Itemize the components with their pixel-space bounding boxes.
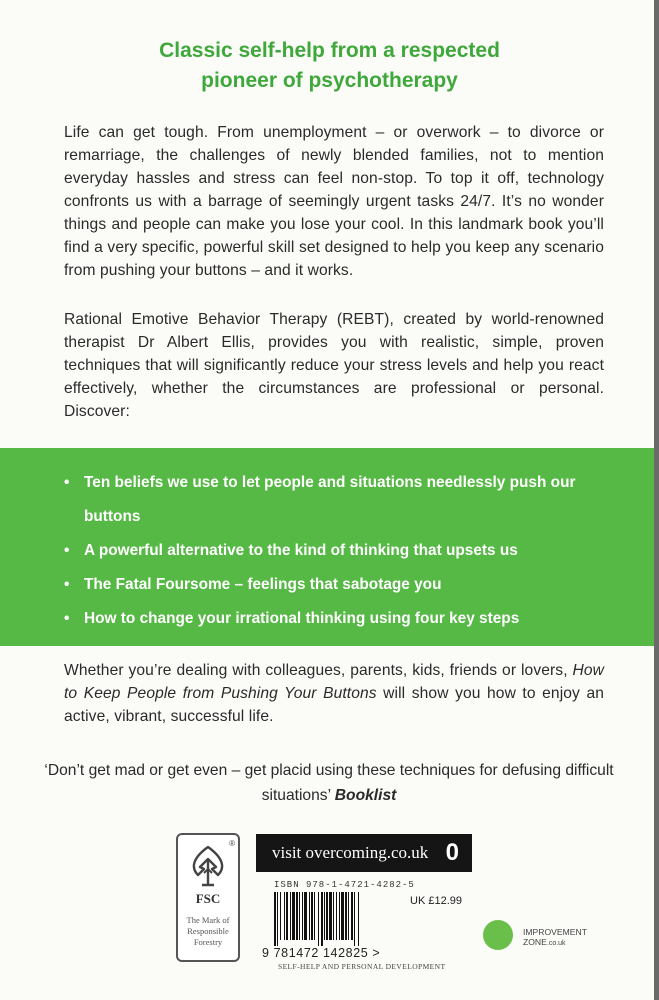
list-item bbox=[64, 466, 624, 534]
bullet-text: Ten beliefs we use to let people and situations needlessly push our buttons bbox=[84, 474, 576, 525]
barcode bbox=[272, 892, 408, 946]
bullet-list bbox=[64, 466, 624, 636]
cover-headline bbox=[0, 36, 659, 96]
bullet-icon: • bbox=[64, 576, 70, 593]
list-item bbox=[64, 534, 624, 568]
book-title: How to Keep People from Pushing Your Buttons bbox=[64, 662, 604, 702]
bullet-icon: • bbox=[64, 542, 70, 559]
closing-text-after: will show you how to enjoy an active, vibrant, successful life. bbox=[64, 685, 604, 725]
website-number: 0 bbox=[445, 839, 459, 866]
rebt-paragraph: Rational Emotive Behavior Therapy (REBT), created by world-renowned therapist Dr Albert Ellis, provides you with realistic, simple, proven techniques that will significantly reduce your stress levels and help you react effectively, whether the circumstances are professional or personal. Discover: bbox=[64, 311, 604, 420]
iz-line-2: ZONE bbox=[523, 937, 547, 947]
fsc-logo-text: FSC bbox=[195, 891, 221, 906]
improvement-zone-label bbox=[523, 927, 587, 949]
bullet-icon: • bbox=[64, 610, 70, 627]
bullet-icon: • bbox=[64, 474, 70, 491]
quote-source: Booklist bbox=[334, 787, 397, 804]
website-label: visit overcoming.co.uk bbox=[272, 843, 429, 862]
bullet-text: How to change your irrational thinking using four key steps bbox=[84, 610, 520, 627]
list-item bbox=[64, 602, 624, 636]
bullet-text: A powerful alternative to the kind of thinking that upsets us bbox=[84, 542, 518, 559]
isbn-label: ISBN 978-1-4721-4282-5 bbox=[274, 880, 415, 890]
right-edge bbox=[654, 0, 659, 1000]
registered-mark: ® bbox=[229, 839, 235, 848]
headline-line-1: Classic self-help from a respected bbox=[159, 39, 500, 62]
fsc-tagline: The Mark of Responsible Forestry bbox=[186, 915, 230, 947]
closing-paragraph bbox=[64, 659, 604, 728]
closing-text-before: Whether you’re dealing with colleagues, parents, kids, friends or lovers, bbox=[64, 662, 573, 679]
iz-suffix: .co.uk bbox=[546, 940, 566, 947]
fsc-tree-icon bbox=[182, 841, 234, 891]
intro-paragraph: Life can get tough. From unemployment – or overwork – to divorce or remarriage, the challenges of newly blended families, not to mention everyday hassles and stress can feel non-stop. To top it off, technology confronts us with a barrage of seemingly urgent tasks 24/7. It’s no wonder things and people can make you lose your cool. In this landmark book you’ll find a very specific, powerful skill set designed to help you keep any scenario from pushing your buttons – and it works. bbox=[64, 124, 604, 279]
improvement-zone-logo-icon bbox=[483, 920, 513, 950]
price-label: UK £12.99 bbox=[410, 895, 462, 907]
barcode-digits: 9 781472 142825 > bbox=[262, 946, 381, 960]
headline-line-2: pioneer of psychotherapy bbox=[201, 69, 458, 92]
bullet-text: The Fatal Foursome – feelings that sabotage you bbox=[84, 576, 442, 593]
quote-text: ‘Don’t get mad or get even – get placid using these techniques for defusing difficult situations’ bbox=[44, 762, 614, 804]
category-label: SELF-HELP AND PERSONAL DEVELOPMENT bbox=[278, 962, 446, 971]
list-item bbox=[64, 568, 624, 602]
iz-line-1: IMPROVEMENT bbox=[523, 927, 587, 937]
fsc-badge bbox=[176, 833, 240, 962]
review-quote bbox=[40, 758, 618, 808]
website-banner[interactable] bbox=[256, 834, 472, 872]
